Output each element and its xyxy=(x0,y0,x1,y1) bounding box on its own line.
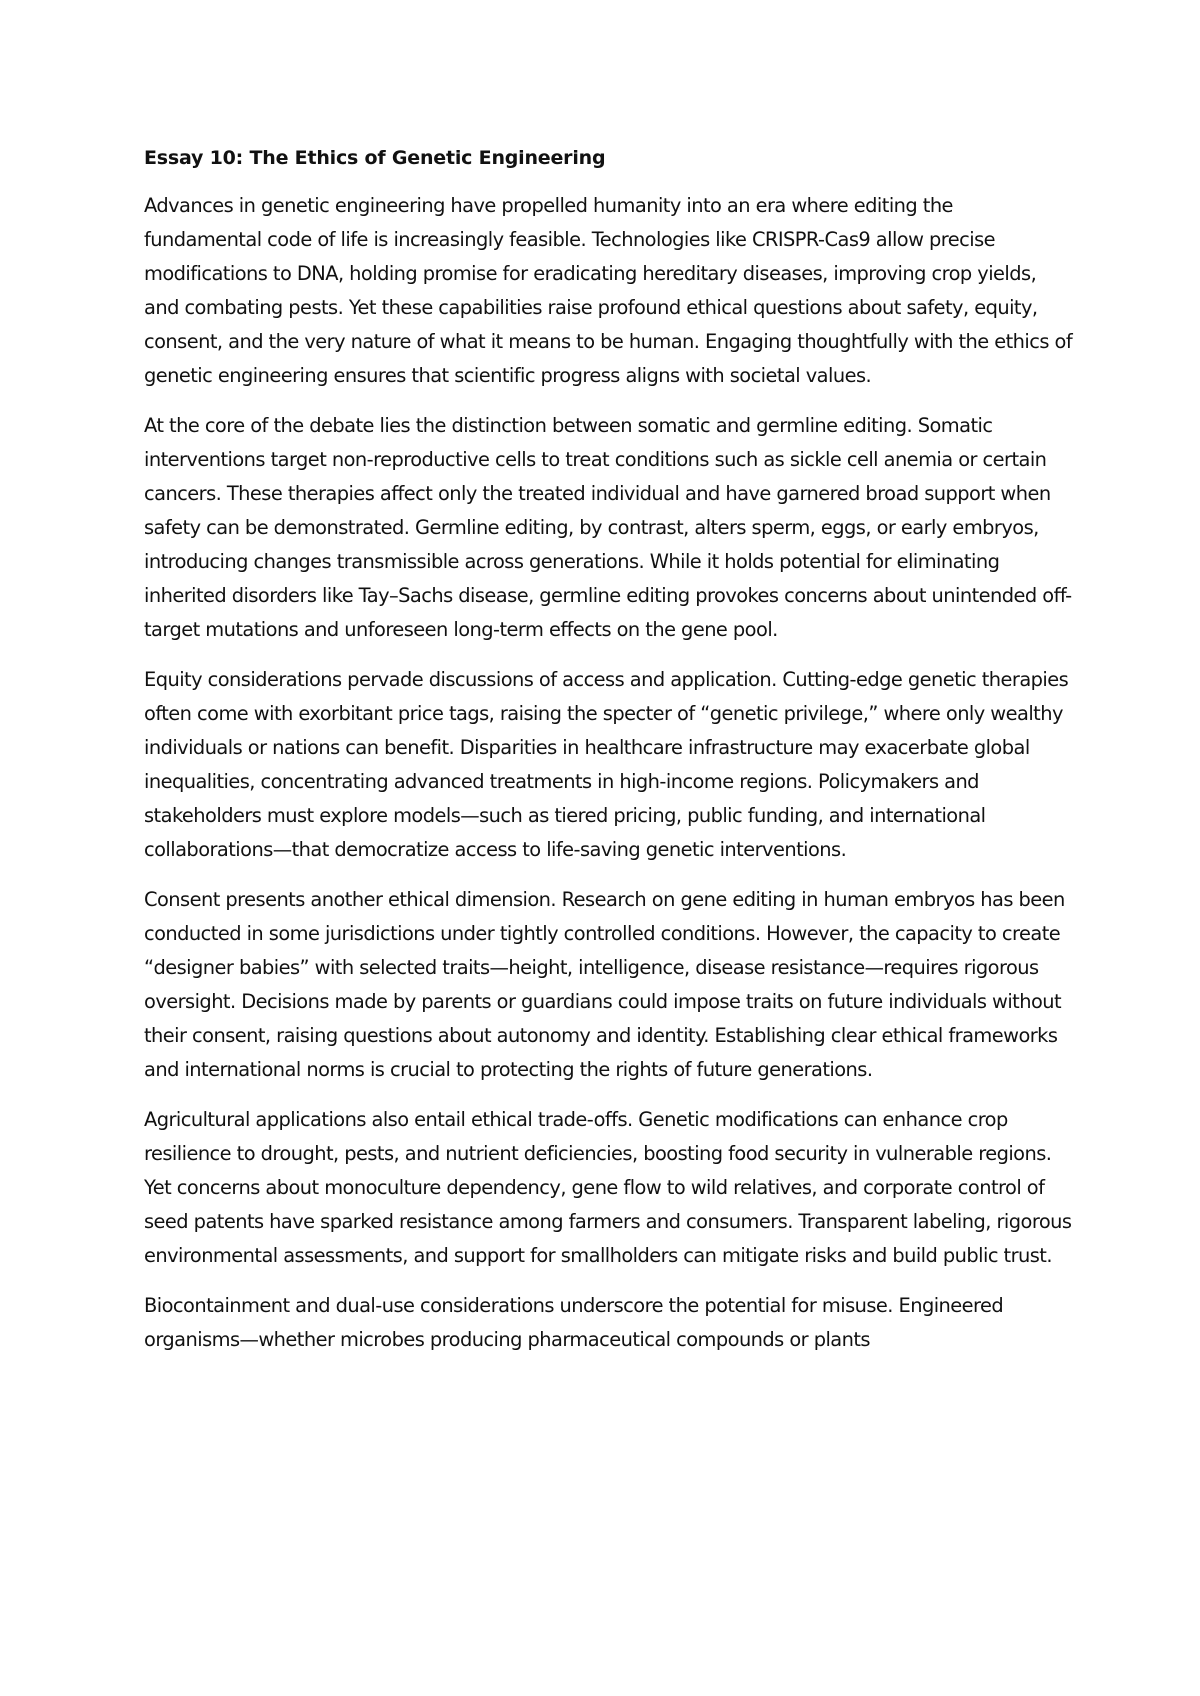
paragraph-equity: Equity considerations pervade discussions of access and application. Cutting-edge genetic therapies often come with exorbitant price tags, raising the specter of “genetic privilege,” where only wealthy individuals or nations can benefit. Disparities in healthcare infrastructure may exacerbate global inequalities, concentrating advanced treatments in high-income regions. Policymakers and stakeholders must explore models—such as tiered pricing, public funding, and international collaborations—that democratize access to life-saving genetic interventions. xyxy=(144,668,1069,861)
paragraph-intro: Advances in genetic engineering have propelled humanity into an era where editing the fundamental code of life is increasingly feasible. Technologies like CRISPR-Cas9 allow precise modifications to DNA, holding promise for eradicating hereditary diseases, improving crop yields, and combating pests. Yet these capabilities raise profound ethical questions about safety, equity, consent, and the very nature of what it means to be human. Engaging thoughtfully with the ethics of genetic engineering ensures that scientific progress aligns with societal values. xyxy=(144,194,1073,387)
paragraph-agriculture: Agricultural applications also entail ethical trade-offs. Genetic modifications can enhance crop resilience to drought, pests, and nutrient deficiencies, boosting food security in vulnerable regions. Yet concerns about monoculture dependency, gene flow to wild relatives, and corporate control of seed patents have sparked resistance among farmers and consumers. Transparent labeling, rigorous environmental assessments, and support for smallholders can mitigate risks and build public trust. xyxy=(144,1108,1072,1267)
document-body xyxy=(144,143,1074,1373)
essay-title: Essay 10: The Ethics of Genetic Engineering xyxy=(144,147,606,169)
paragraph-consent: Consent presents another ethical dimension. Research on gene editing in human embryos has been conducted in some jurisdictions under tightly controlled conditions. However, the capacity to create “designer babies” with selected traits—height, intelligence, disease resistance—requires rigorous oversight. Decisions made by parents or guardians could impose traits on future individuals without their consent, raising questions about autonomy and identity. Establishing clear ethical frameworks and international norms is crucial to protecting the rights of future generations. xyxy=(144,888,1065,1081)
paragraph-somatic-germline: At the core of the debate lies the distinction between somatic and germline editing. Somatic interventions target non-reproductive cells to treat conditions such as sickle cell anemia or certain cancers. These therapies affect only the treated individual and have garnered broad support when safety can be demonstrated. Germline editing, by contrast, alters sperm, eggs, or early embryos, introducing changes transmissible across generations. While it holds potential for eliminating inherited disorders like Tay–Sachs disease, germline editing provokes concerns about unintended off-target mutations and unforeseen long-term effects on the gene pool. xyxy=(144,414,1072,641)
paragraph-biocontainment: Biocontainment and dual-use considerations underscore the potential for misuse. Engineered organisms—whether microbes producing pharmaceutical compounds or plants xyxy=(144,1294,1004,1351)
